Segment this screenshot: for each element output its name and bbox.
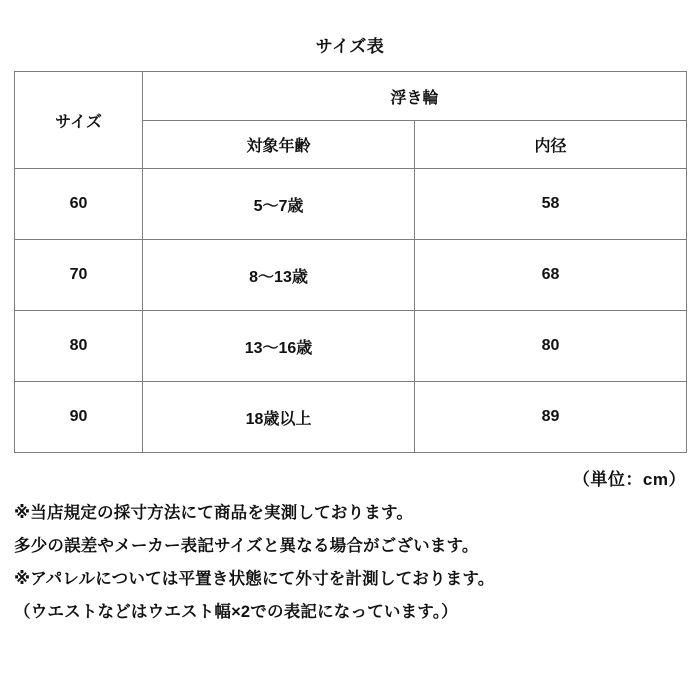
header-diameter-cell: 内径 xyxy=(415,121,687,169)
note-line: ※当店規定の採寸方法にて商品を実測しております。 xyxy=(14,504,414,522)
cell-inner-diameter: 80 xyxy=(415,311,687,382)
header-size-cell: サイズ xyxy=(15,72,143,169)
cell-size: 70 xyxy=(15,240,143,311)
header-group-cell: 浮き輪 xyxy=(143,72,687,121)
cell-inner-diameter: 58 xyxy=(415,169,687,240)
page-title: サイズ表 xyxy=(315,37,385,56)
table-row xyxy=(15,169,687,240)
note-line: ※アパレルについては平置き状態にて外寸を計測しております。 xyxy=(14,569,495,588)
cell-age: 8〜13歳 xyxy=(143,240,415,311)
notes-section xyxy=(14,496,686,625)
cell-age: 18歳以上 xyxy=(143,382,415,453)
note-line: 多少の誤差やメーカー表記サイズと異なる場合がございます。 xyxy=(14,536,479,555)
table-row xyxy=(15,240,687,311)
cell-size: 80 xyxy=(15,311,143,382)
cell-age: 13〜16歳 xyxy=(143,311,415,382)
cell-size: 60 xyxy=(15,169,143,240)
unit-note: （単位：cm） xyxy=(572,470,686,489)
cell-inner-diameter: 89 xyxy=(415,382,687,453)
table-row xyxy=(15,382,687,453)
cell-size: 90 xyxy=(15,382,143,453)
size-table xyxy=(14,71,687,453)
header-age-cell: 対象年齢 xyxy=(143,121,415,169)
table-header-row xyxy=(15,72,687,121)
cell-age: 5〜7歳 xyxy=(143,169,415,240)
cell-inner-diameter: 68 xyxy=(415,240,687,311)
table-row xyxy=(15,311,687,382)
note-line: （ウエストなどはウエスト幅×2での表記になっています。） xyxy=(14,602,458,621)
